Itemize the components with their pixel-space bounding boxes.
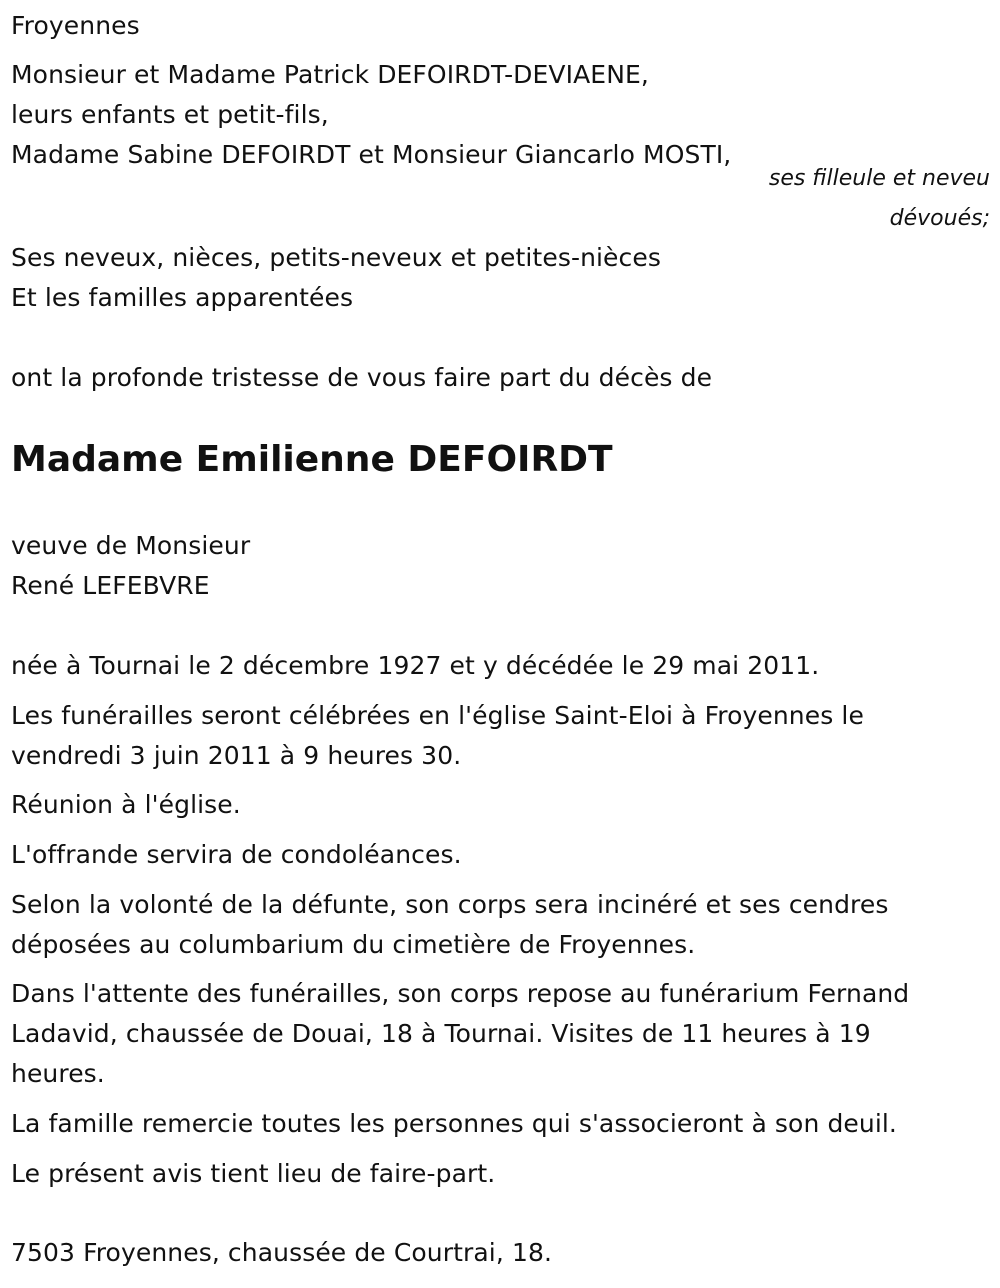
widow-line-2: René LEFEBVRE	[11, 571, 210, 600]
funeral-line-1: Les funérailles seront célébrées en l'église Saint-Eloi à Froyennes le	[11, 701, 864, 730]
place-heading: Froyennes	[11, 11, 140, 40]
meeting-line: Réunion à l'église.	[11, 790, 241, 819]
thanks-line: La famille remercie toutes les personnes qui s'associeront à son deuil.	[11, 1109, 897, 1138]
notice-line: Le présent avis tient lieu de faire-part.	[11, 1159, 496, 1188]
funeral-line-2: vendredi 3 juin 2011 à 9 heures 30.	[11, 741, 462, 770]
deceased-name: Madame Emilienne DEFOIRDT	[11, 439, 613, 480]
funerarium-line-1: Dans l'attente des funérailles, son corps repose au funérarium Fernand	[11, 979, 910, 1008]
address-line: 7503 Froyennes, chaussée de Courtrai, 18.	[11, 1238, 553, 1267]
family-line-4: Ses neveux, nièces, petits-neveux et petites-nièces	[11, 243, 661, 272]
family-line-5: Et les familles apparentées	[11, 283, 354, 312]
funerarium-line-3: heures.	[11, 1059, 105, 1088]
widow-line-1: veuve de Monsieur	[11, 531, 251, 560]
family-line-2: leurs enfants et petit-fils,	[11, 100, 329, 129]
godchild-note-line-1: ses filleule et neveu	[768, 166, 990, 191]
funerarium-line-2: Ladavid, chaussée de Douai, 18 à Tournai. Visites de 11 heures à 19	[11, 1019, 871, 1048]
cremation-line-2: déposées au columbarium du cimetière de Froyennes.	[11, 930, 696, 959]
family-line-1: Monsieur et Madame Patrick DEFOIRDT-DEVIAENE,	[11, 60, 649, 89]
birth-death-line: née à Tournai le 2 décembre 1927 et y décédée le 29 mai 2011.	[11, 651, 820, 680]
announcement-intro: ont la profonde tristesse de vous faire part du décès de	[11, 363, 713, 392]
offering-line: L'offrande servira de condoléances.	[11, 840, 462, 869]
cremation-line-1: Selon la volonté de la défunte, son corps sera incinéré et ses cendres	[11, 890, 889, 919]
family-line-3: Madame Sabine DEFOIRDT et Monsieur Giancarlo MOSTI,	[11, 140, 732, 169]
godchild-note-line-2: dévoués;	[889, 206, 990, 231]
